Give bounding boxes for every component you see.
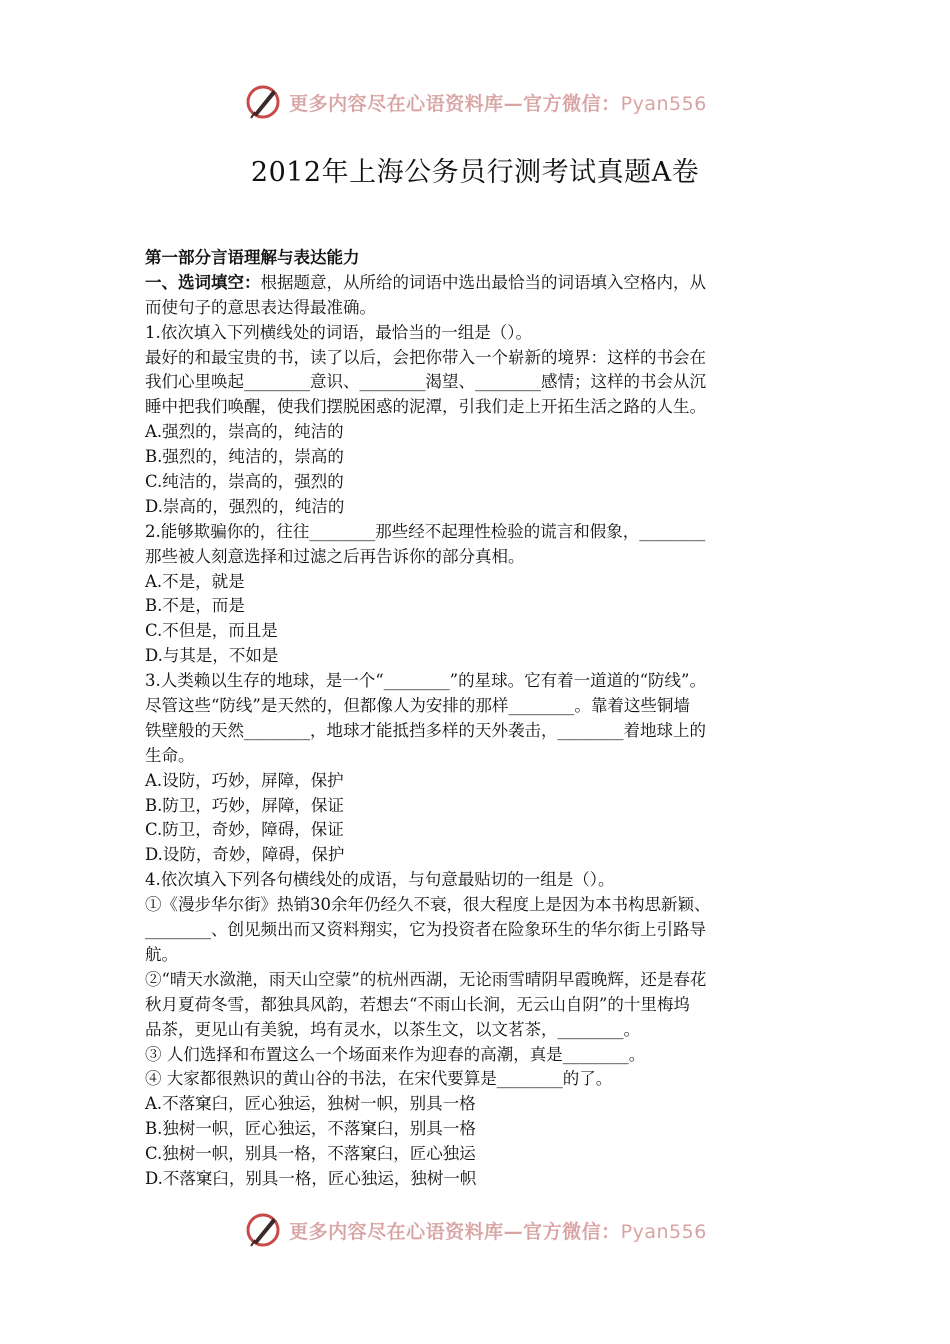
banner-text: 更多内容尽在心语资料库—官方微信：Pyan556 bbox=[289, 1220, 707, 1243]
text-line bbox=[145, 694, 810, 719]
document-body bbox=[145, 246, 810, 1192]
banner-wechat-id: Pyan556 bbox=[620, 1220, 707, 1243]
text-line bbox=[145, 744, 810, 769]
text-line bbox=[145, 868, 810, 893]
text-line bbox=[145, 296, 810, 321]
text-line bbox=[145, 520, 810, 545]
text-line bbox=[145, 246, 810, 271]
line-text: A.设防，巧妙，屏障，保护 bbox=[145, 770, 344, 790]
text-line bbox=[145, 893, 810, 918]
line-text: 航。 bbox=[145, 944, 178, 964]
text-line bbox=[145, 420, 810, 445]
line-text: 最好的和最宝贵的书，读了以后，会把你带入一个崭新的境界：这样的书会在 bbox=[145, 347, 706, 367]
line-text: B.防卫，巧妙，屏障，保证 bbox=[145, 795, 344, 815]
line-text: 秋月夏荷冬雪，都独具风韵，若想去“不雨山长涧，无云山自阴”的十里梅坞 bbox=[145, 994, 690, 1014]
text-line bbox=[145, 445, 810, 470]
text-line bbox=[145, 818, 810, 843]
line-text: 我们心里唤起________意识、________渴望、________感情；这样的书会从沉 bbox=[145, 372, 706, 392]
line-text: 4.依次填入下列各句横线处的成语，与句意最贴切的一组是（）。 bbox=[145, 870, 615, 890]
line-text: 那些被人刻意选择和过滤之后再告诉你的部分真相。 bbox=[145, 546, 525, 566]
line-text: B.不是，而是 bbox=[145, 596, 245, 616]
text-line bbox=[145, 570, 810, 595]
line-text: 而使句子的意思表达得最准确。 bbox=[145, 297, 376, 317]
text-line bbox=[145, 644, 810, 669]
text-line bbox=[145, 619, 810, 644]
text-line bbox=[145, 1043, 810, 1068]
text-line bbox=[145, 943, 810, 968]
line-text: ②“晴天水潋滟，雨天山空蒙”的杭州西湖，无论雨雪晴阴早霞晚辉，还是春花 bbox=[145, 969, 707, 989]
text-line bbox=[145, 669, 810, 694]
line-text: 根据题意，从所给的词语中选出最恰当的词语填入空格内，从 bbox=[260, 272, 706, 292]
line-text: D.崇高的，强烈的，纯洁的 bbox=[145, 496, 345, 516]
text-line bbox=[145, 993, 810, 1018]
text-line bbox=[145, 346, 810, 371]
line-text: 铁壁般的天然________，地球才能抵挡多样的天外袭击，________着地球上的 bbox=[145, 720, 706, 740]
text-line bbox=[145, 1117, 810, 1142]
line-text: ________、创见频出而又资料翔实，它为投资者在险象环生的华尔街上引路导 bbox=[145, 920, 706, 940]
line-text: A.强烈的，崇高的，纯洁的 bbox=[145, 422, 344, 442]
line-text: 品茶，更见山有美貌，坞有灵水，以茶生文，以文茗茶，________。 bbox=[145, 1019, 640, 1039]
text-line bbox=[145, 918, 810, 943]
quill-circle-logo-icon bbox=[243, 1210, 283, 1250]
line-text: D.与其是，不如是 bbox=[145, 646, 279, 666]
line-text: 第一部分言语理解与表达能力 bbox=[145, 248, 360, 267]
text-line bbox=[145, 1167, 810, 1192]
line-text: 2.能够欺骗你的，往往________那些经不起理性检验的谎言和假象，________ bbox=[145, 521, 706, 541]
line-text: 尽管这些“防线”是天然的，但都像人为安排的那样________。靠着这些铜墙 bbox=[145, 696, 690, 716]
line-text: D.设防，奇妙，障碍，保护 bbox=[145, 845, 345, 865]
text-line bbox=[145, 794, 810, 819]
text-line bbox=[145, 769, 810, 794]
text-line bbox=[145, 271, 810, 296]
line-text: C.纯洁的，崇高的，强烈的 bbox=[145, 472, 344, 492]
line-text: 生命。 bbox=[145, 745, 195, 765]
line-text: ④ 大家都很熟识的黄山谷的书法，在宋代要算是________的了。 bbox=[145, 1069, 613, 1089]
text-line bbox=[145, 719, 810, 744]
page-title: 2012年上海公务员行测考试真题A卷 bbox=[250, 157, 700, 188]
text-line bbox=[145, 843, 810, 868]
header-banner bbox=[0, 80, 950, 124]
text-line bbox=[145, 594, 810, 619]
line-text: ①《漫步华尔街》热销30余年仍经久不衰，很大程度上是因为本书构思新颖、 bbox=[145, 895, 711, 915]
line-text: B.强烈的，纯洁的，崇高的 bbox=[145, 447, 344, 467]
text-line bbox=[145, 1142, 810, 1167]
text-line bbox=[145, 395, 810, 420]
line-text: D.不落窠臼，别具一格，匠心独运，独树一帜 bbox=[145, 1168, 477, 1188]
line-text: A.不是，就是 bbox=[145, 571, 245, 591]
text-line bbox=[145, 495, 810, 520]
text-line bbox=[145, 470, 810, 495]
text-line bbox=[145, 545, 810, 570]
line-text: A.不落窠臼，匠心独运，独树一帜，别具一格 bbox=[145, 1094, 476, 1114]
text-line bbox=[145, 370, 810, 395]
line-text: 3.人类赖以生存的地球，是一个“________”的星球。它有着一道道的“防线”。 bbox=[145, 671, 706, 691]
footer-banner bbox=[0, 1208, 950, 1252]
line-text: B.独树一帜，匠心独运，不落窠臼，别具一格 bbox=[145, 1119, 476, 1139]
line-text: C.防卫，奇妙，障碍，保证 bbox=[145, 820, 344, 840]
text-line bbox=[145, 1092, 810, 1117]
line-text: 1.依次填入下列横线处的词语，最恰当的一组是（）。 bbox=[145, 322, 532, 342]
text-line bbox=[145, 1018, 810, 1043]
text-line bbox=[145, 321, 810, 346]
banner-wechat-id: Pyan556 bbox=[620, 92, 707, 115]
line-text: C.不但是，而且是 bbox=[145, 621, 278, 641]
banner-text: 更多内容尽在心语资料库—官方微信：Pyan556 bbox=[289, 92, 707, 115]
line-text: 睡中把我们唤醒，使我们摆脱困惑的泥潭，引我们走上开拓生活之路的人生。 bbox=[145, 397, 706, 417]
quill-circle-logo-icon bbox=[243, 82, 283, 122]
line-text: C.独树一帜，别具一格，不落窠臼，匠心独运 bbox=[145, 1144, 476, 1164]
text-line bbox=[145, 1067, 810, 1092]
text-line bbox=[145, 968, 810, 993]
line-text: ③ 人们选择和布置这么一个场面来作为迎春的高潮，真是________。 bbox=[145, 1044, 646, 1064]
section-label: 一、选词填空： bbox=[145, 272, 261, 292]
